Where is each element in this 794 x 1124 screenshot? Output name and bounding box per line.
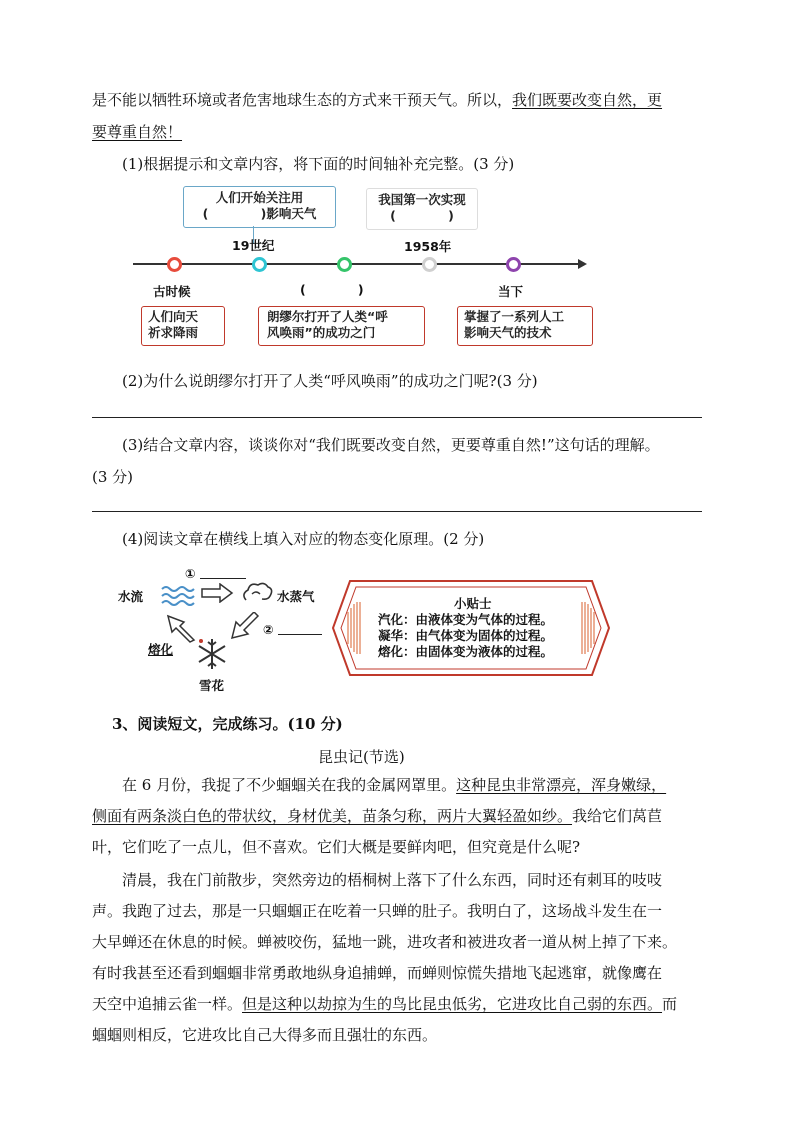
label-1958: 1958年 — [404, 239, 452, 254]
paragraph-line: 有时我甚至还看到蝈蝈非常勇敢地纵身追捕蝉，而蝉则惊慌失措地飞起逃窜，就像鹰在 — [92, 964, 663, 982]
question-3-prompt: (3)结合文章内容，谈谈你对“我们既要改变自然，更要尊重自然!”这句话的理解。 — [122, 436, 660, 454]
question-2-prompt: (2)为什么说朗缪尔打开了人类“呼风唤雨”的成功之门呢?(3 分) — [122, 372, 538, 390]
paragraph-line — [122, 775, 666, 795]
label-vapor: 水蒸气 — [277, 589, 315, 604]
article-title: 昆虫记(节选) — [318, 748, 405, 766]
blank-marker-1: ① — [185, 566, 196, 581]
timeline-dot-ancient — [167, 257, 182, 272]
tip-item: 熔化：由固体变为液体的过程。 — [378, 644, 554, 659]
answer-blank-1[interactable] — [200, 578, 246, 579]
paragraph-line — [92, 806, 662, 826]
answer-blank-2[interactable] — [278, 634, 322, 635]
arrow-down-left-icon — [228, 612, 262, 642]
snowflake-icon — [194, 636, 230, 672]
text: 而 — [662, 995, 678, 1013]
box-text: 人们开始关注用 — [215, 190, 304, 205]
blank-marker-2: ② — [263, 622, 274, 637]
box-langmuir: 朗缪尔打开了人类“呼 风唤雨”的成功之门 — [258, 306, 425, 346]
question-1-prompt: (1)根据提示和文章内容，将下面的时间轴补充完整。(3 分) — [122, 155, 515, 173]
passage-line — [92, 90, 662, 110]
tips-title: 小贴士 — [454, 596, 492, 611]
tip-item: 汽化：由液体变为气体的过程。 — [378, 612, 554, 627]
paragraph-line: 声。我跑了过去，那是一只蝈蝈正在吃着一只蝉的肚子。我明白了，这场战斗发生在一 — [92, 902, 663, 920]
underlined-sentence: 我们既要改变自然，更 — [512, 91, 663, 109]
timeline-dot-now — [506, 257, 521, 272]
text: 天空中追捕云雀一样。 — [92, 995, 243, 1013]
underlined-sentence: 这种昆虫非常漂亮，浑身嫩绿， — [456, 776, 667, 794]
box-text: 我国第一次实现 — [378, 192, 466, 207]
paragraph-line: 大早蝉还在休息的时候。蝉被咬伤，猛地一跳，进攻者和被进攻者一道从树上掉了下来。 — [92, 933, 678, 951]
timeline-dot-1958 — [422, 257, 437, 272]
tips-box — [330, 578, 612, 678]
paragraph-line: 叶，它们吃了一点儿，但不喜欢。它们大概是要鲜肉吧，但究竟是什么呢? — [92, 838, 581, 856]
label-19th-century: 19世纪 — [232, 238, 275, 253]
answer-line-q3[interactable] — [92, 511, 702, 512]
question-3-prompt-cont: (3 分) — [92, 468, 134, 486]
water-waves-icon — [160, 583, 196, 609]
vapor-cloud-icon — [240, 580, 274, 608]
paragraph-line: 清晨，我在门前散步，突然旁边的梧桐树上落下了什么东西，同时还有刺耳的吱吱 — [122, 871, 663, 889]
label-now: 当下 — [498, 284, 524, 299]
paragraph-line — [92, 994, 677, 1014]
label-water: 水流 — [118, 589, 144, 604]
paragraph-line: 蝈蝈则相反，它进攻比自己大得多而且强壮的东西。 — [92, 1026, 438, 1044]
underlined-sentence: 要尊重自然！ — [92, 123, 183, 141]
label-snow: 雪花 — [199, 678, 225, 693]
text: 我给它们莴苣 — [572, 807, 663, 825]
passage-text: 是不能以牺牲环境或者危害地球生态的方式来干预天气。所以， — [92, 91, 513, 109]
timeline-top-box-2 — [366, 188, 478, 230]
underlined-sentence: 但是这种以劫掠为生的鸟比昆虫低劣，它进攻比自己弱的东西。 — [242, 995, 663, 1013]
label-ancient: 古时候 — [153, 284, 191, 299]
question-4-prompt: (4)阅读文章在横线上填入对应的物态变化原理。(2 分) — [122, 530, 485, 548]
answer-line-q2[interactable] — [92, 417, 702, 418]
timeline-dot-langmuir — [337, 257, 352, 272]
blank-field[interactable]: ( )影响天气 — [202, 206, 317, 221]
timeline-top-box-1 — [183, 186, 336, 228]
box-ancient: 人们向天 祈求降雨 — [141, 306, 225, 346]
arrow-right-icon — [200, 583, 234, 603]
passage-line — [92, 122, 182, 142]
arrow-right-icon — [578, 259, 587, 269]
box-now: 掌握了一系列人工 影响天气的技术 — [457, 306, 593, 346]
blank-field[interactable]: ( ) — [390, 208, 454, 223]
timeline-dot-19th — [252, 257, 267, 272]
label-melt: 熔化 — [148, 642, 174, 657]
underlined-sentence: 侧面有两条淡白色的带状纹，身材优美，苗条匀称，两片大翼轻盈如纱。 — [92, 807, 573, 825]
text: 在 6 月份，我捉了不少蝈蝈关在我的金属网罩里。 — [122, 776, 457, 794]
section-heading: 3、阅读短文，完成练习。(10 分) — [112, 715, 343, 733]
blank-field-langmuir-year[interactable]: ( ) — [300, 282, 364, 297]
tip-item: 凝华：由气体变为固体的过程。 — [378, 628, 554, 643]
